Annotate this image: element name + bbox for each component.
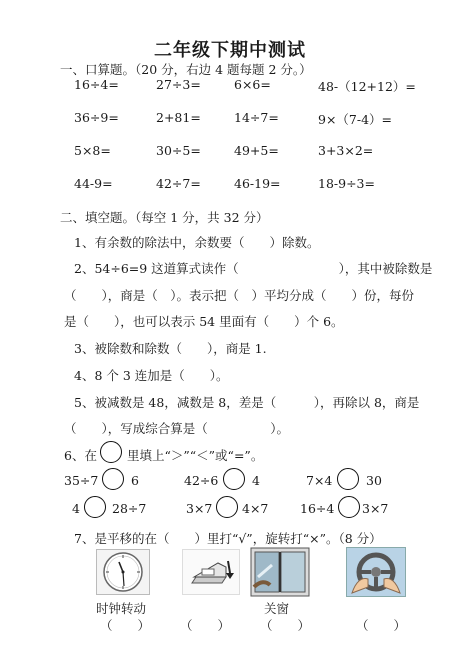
calc-item: 36÷9=	[74, 110, 119, 125]
question-4: 4、8 个 3 连加是（ ）。	[74, 368, 229, 383]
pic-label-clock: 时钟转动	[96, 601, 147, 616]
clock-icon	[96, 549, 150, 595]
calc-item: 3+3×2=	[318, 143, 374, 158]
question-3: 3、被除数和除数（ ），商是 1.	[74, 341, 267, 356]
compare-right: 30	[366, 473, 382, 488]
comparison-circle[interactable]	[84, 496, 106, 518]
question-1: 1、有余数的除法中，余数要（ ）除数。	[74, 235, 320, 250]
compare-right: 28÷7	[112, 501, 147, 516]
calc-item: 49+5=	[234, 143, 279, 158]
window-icon	[250, 547, 310, 597]
question-7: 7、是平移的在（ ）里打“√”，旋转打“×”。（8 分）	[74, 531, 382, 546]
comparison-circle[interactable]	[337, 468, 359, 490]
compare-left: 7×4	[306, 473, 333, 488]
compare-right: 3×7	[362, 501, 389, 516]
comparison-circle[interactable]	[100, 441, 122, 463]
question-2-line2: （ ），商是（ ）。表示把（ ）平均分成（ ）份，每份	[64, 288, 415, 303]
calc-item: 44-9=	[74, 176, 113, 191]
question-2-line1: 2、54÷6=9 这道算式读作（ ），其中被除数是	[74, 261, 433, 276]
compare-right: 4×7	[242, 501, 269, 516]
compare-left: 4	[72, 501, 80, 516]
section1-heading: 一、口算题。（20 分，右边 4 题每题 2 分。）	[60, 62, 312, 77]
calc-item: 48-（12+12）=	[318, 79, 416, 94]
comparison-circle[interactable]	[102, 468, 124, 490]
calc-item: 14÷7=	[234, 110, 279, 125]
calc-item: 30÷5=	[156, 143, 201, 158]
calc-item: 9×（7-4）=	[318, 112, 393, 127]
steering-wheel-icon	[346, 547, 406, 597]
calc-item: 5×8=	[74, 143, 111, 158]
question-6-text: 里填上“＞”“＜”或“=”。	[127, 448, 264, 463]
question-5-line2: （ ），写成综合算是（ ）。	[64, 421, 290, 436]
calc-item: 2+81=	[156, 110, 201, 125]
question-5-line1: 5、被减数是 48，减数是 8，差是（ ），再除以 8，商是	[74, 395, 420, 410]
calc-item: 27÷3=	[156, 77, 201, 92]
calc-item: 16÷4=	[74, 77, 119, 92]
answer-blank[interactable]: （ ）	[180, 618, 231, 633]
comparison-circle[interactable]	[223, 468, 245, 490]
pic-label-window: 关窗	[264, 601, 290, 616]
answer-blank[interactable]: （ ）	[100, 618, 151, 633]
compare-left: 42÷6	[184, 473, 219, 488]
comparison-circle[interactable]	[338, 496, 360, 518]
question-2-line3: 是（ ），也可以表示 54 里面有（ ）个 6。	[64, 314, 344, 329]
answer-blank[interactable]: （ ）	[356, 618, 407, 633]
answer-blank[interactable]: （ ）	[260, 618, 311, 633]
compare-left: 3×7	[186, 501, 213, 516]
stapler-icon	[182, 549, 240, 595]
calc-item: 42÷7=	[156, 176, 201, 191]
section2-heading: 二、填空题。（每空 1 分，共 32 分）	[60, 210, 269, 225]
calc-item: 46-19=	[234, 176, 281, 191]
compare-left: 35÷7	[64, 473, 99, 488]
compare-right: 4	[252, 473, 260, 488]
compare-right: 6	[131, 473, 139, 488]
comparison-circle[interactable]	[216, 496, 238, 518]
calc-item: 18-9÷3=	[318, 176, 375, 191]
calc-item: 6×6=	[234, 77, 271, 92]
question-6-prefix: 6、在	[64, 448, 97, 463]
compare-left: 16÷4	[300, 501, 335, 516]
page-title: 二年级下期中测试	[154, 40, 306, 61]
